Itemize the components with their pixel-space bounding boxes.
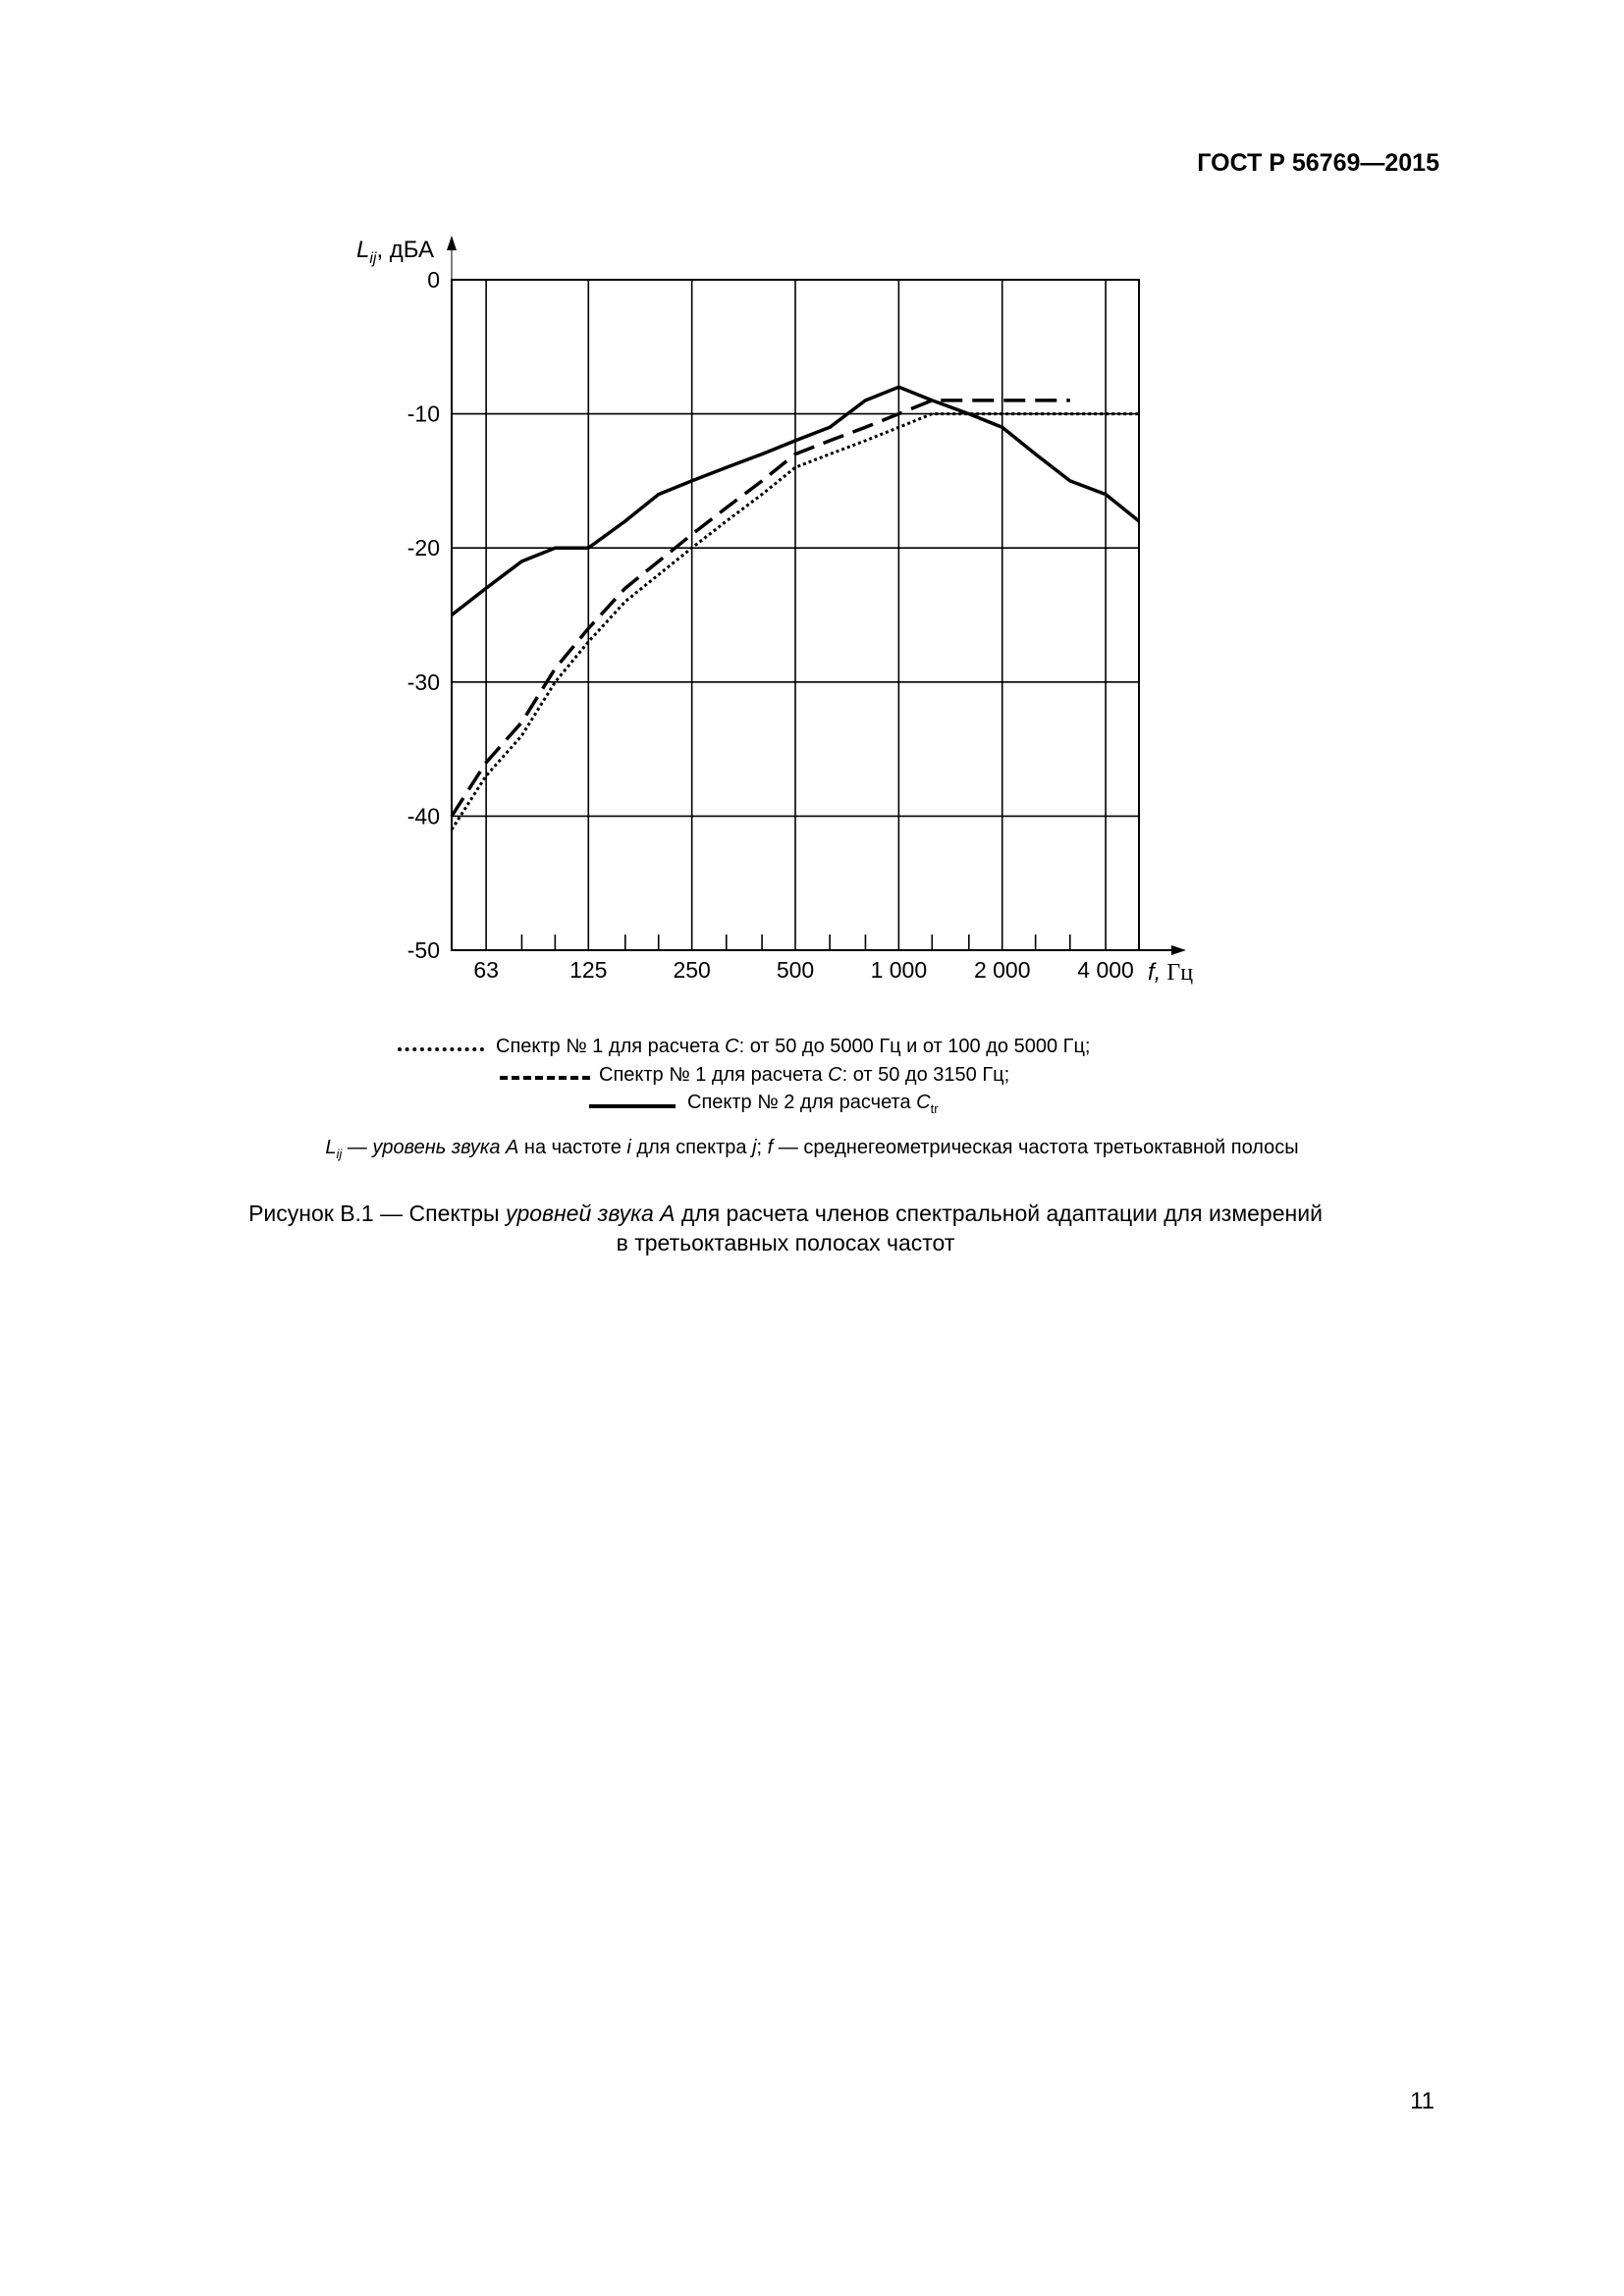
legend-solid-label: Спектр № 2 для расчета $C_{tr}$ [687,1092,939,1116]
figure-caption: Рисунок В.1 — Спектры уровней звука А для расчета членов спектральной адаптации для измерений в третьоктавных полосах частот [248,1201,1323,1255]
y-axis-label: $L_{ij}$, дБА [356,237,435,267]
series-line-dashed [452,400,1070,817]
x-tick-label: 250 [673,957,711,983]
y-tick-label: -10 [406,400,440,427]
y-tick-label: -20 [406,535,440,561]
document-code: ГОСТ Р 56769—2015 [1197,149,1439,177]
legend-solid-line [589,1104,676,1108]
x-axis-arrow [1171,945,1186,955]
legend-dashed-line [500,1076,590,1080]
spectrum-chart [0,0,1624,1080]
y-tick-label: -40 [406,803,440,829]
y-axis-arrow [447,236,457,250]
y-tick-label: -30 [406,668,440,695]
x-tick-label: 1 000 [870,957,928,983]
figure-note: $L_{ij}$ — уровень звука А на частоте i для спектра j; f — среднегеометрическая частота третьоктавной полосы [325,1137,1299,1161]
x-tick-label: 500 [776,957,815,983]
grid-layer [452,280,1139,950]
legend-dotted-line [398,1047,484,1051]
x-tick-label: 125 [569,957,608,983]
x-axis-label: f, Гц [1148,959,1194,986]
axis-layer [407,236,1186,983]
y-tick-label: 0 [427,267,440,293]
x-tick-label: 4 000 [1077,957,1134,983]
y-tick-label: -50 [406,937,440,963]
x-tick-label: 2 000 [973,957,1031,983]
page-number: 11 [1410,2088,1435,2114]
legend-dashed-label: Спектр № 1 для расчета C: от 50 до 3150 Гц; [599,1064,1010,1086]
legend-dotted-label: Спектр № 1 для расчета C: от 50 до 5000 Гц и от 100 до 5000 Гц; [496,1036,1091,1057]
x-tick-label: 63 [473,957,499,983]
